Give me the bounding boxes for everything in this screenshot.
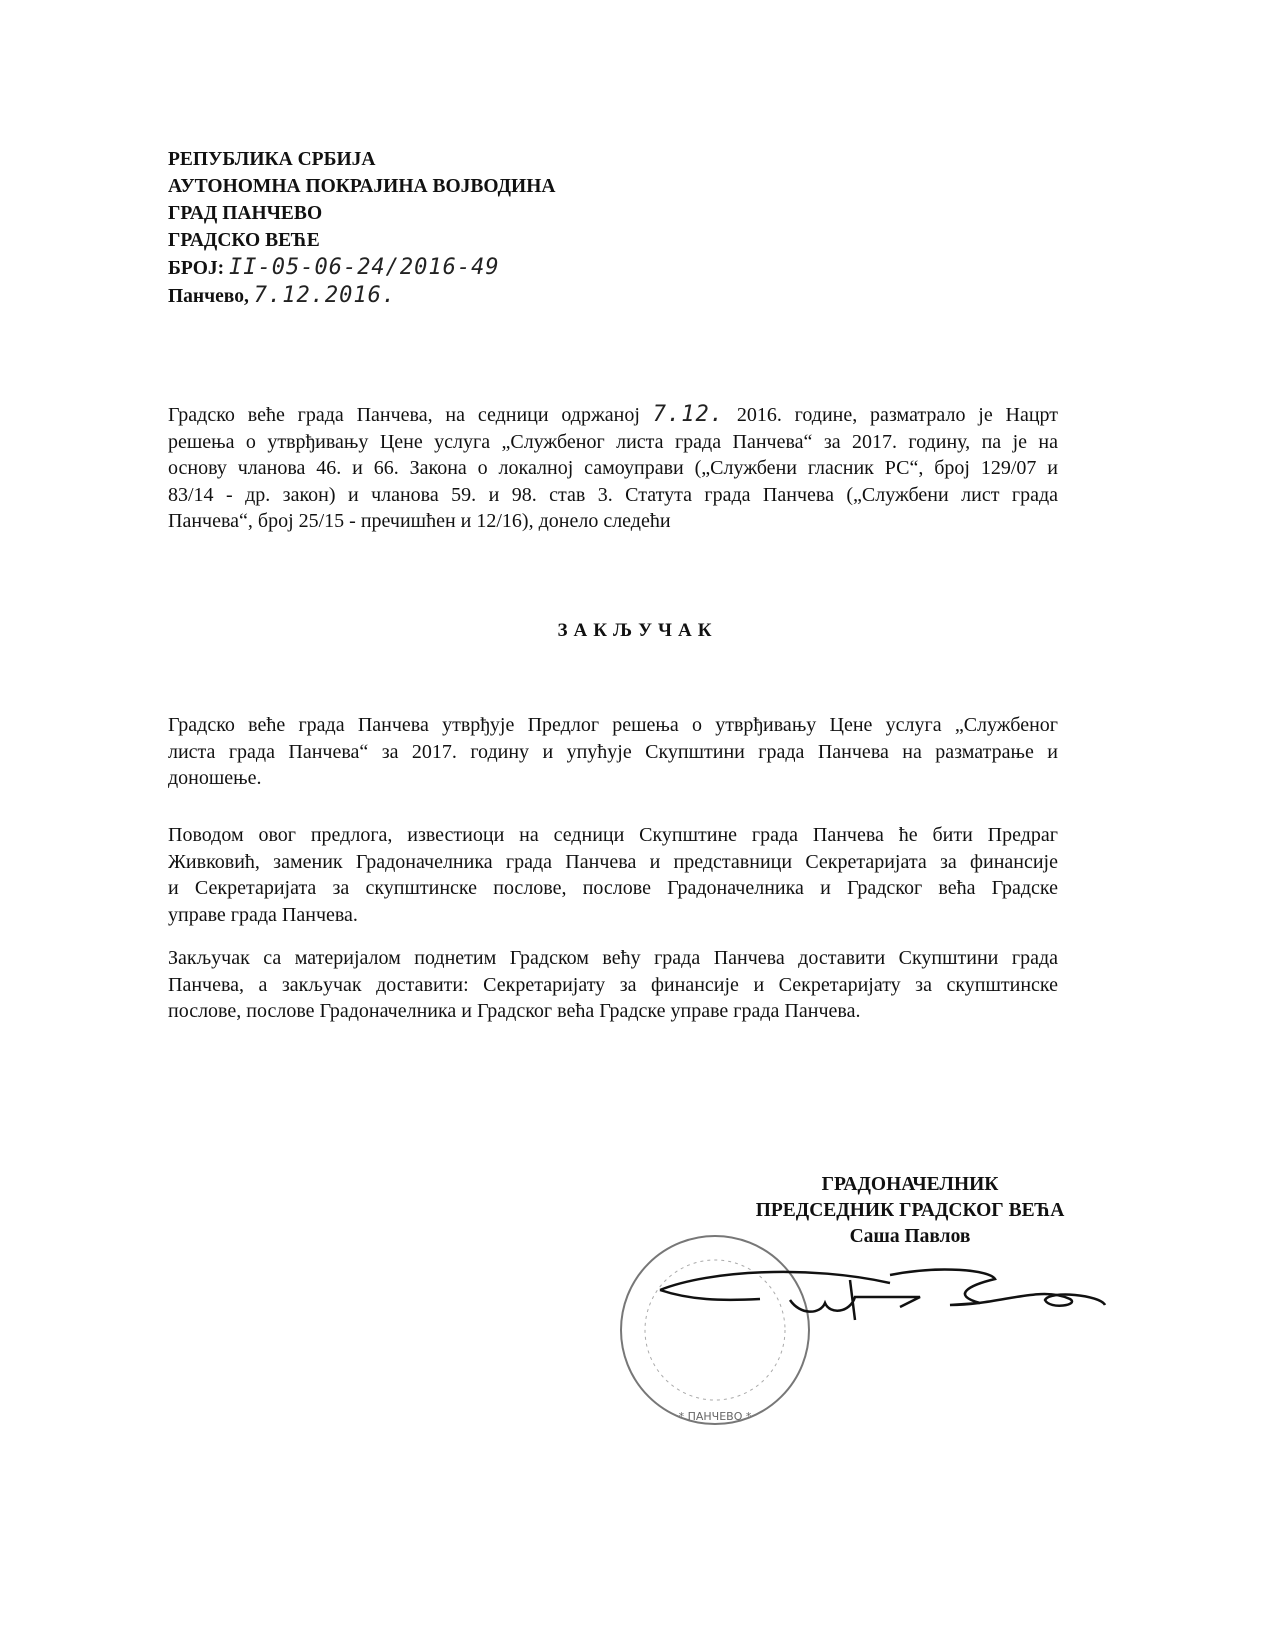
paragraph-1: [168, 712, 1058, 792]
text-line: листа града Панчева“ за 2017. годину и упућује Скупштини града Панчева на разматрање и: [168, 740, 1058, 763]
header-line: РЕПУБЛИКА СРБИЈА: [168, 149, 376, 170]
session-date-handwritten: 7.12.: [652, 402, 724, 427]
header-line: АУТОНОМНА ПОКРАЈИНА ВОЈВОДИНА: [168, 176, 556, 197]
signatory-title: ПРЕДСЕДНИК ГРАДСКОГ ВЕЋА: [755, 1200, 1065, 1221]
document-number: [168, 254, 555, 282]
document-header: [168, 146, 555, 310]
date-handwritten: 7.12.2016.: [253, 283, 397, 308]
paragraph-2: [168, 822, 1058, 928]
text-line: Градско веће града Панчева утврђује Предлог решења о утврђивању Цене услуга „Службеног: [168, 714, 1058, 736]
text-line: Живковић, заменик Градоначелника града Панчева и представници Секретаријата за финансије: [168, 850, 1058, 873]
header-line: ГРАДСКО ВЕЋЕ: [168, 230, 320, 251]
text-line: доношење.: [168, 767, 262, 789]
intro-line: решења о утврђивању Цене услуга „Службеног листа града Панчева“ за 2017. годину, па је на: [168, 430, 1058, 453]
intro-line: 83/14 - др. закон) и чланова 59. и 98. став 3. Статута града Панчева („Службени лист града: [168, 483, 1058, 506]
intro-line: основу чланова 46. и 66. Закона о локалној самоуправи („Службени гласник РС“, број 129/07 и: [168, 457, 1058, 479]
text-line: управе града Панчева.: [168, 903, 358, 926]
text-line: и Секретаријата за скупштинске послове, послове Градоначелника и Градског већа Градске: [168, 877, 1058, 899]
signatory-title: ГРАДОНАЧЕЛНИК: [821, 1174, 999, 1195]
number-handwritten: II-05-06-24/2016-49: [228, 255, 500, 280]
header-line: ГРАД ПАНЧЕВО: [168, 203, 323, 224]
place-label: Панчево,: [168, 286, 249, 307]
svg-text:* ПАНЧЕВО *: * ПАНЧЕВО *: [678, 1410, 752, 1423]
text-line: Панчева, а закључак доставити: Секретаријату за финансије и Секретаријату за скупштинске: [168, 973, 1058, 996]
text-line: Закључак са материјалом поднетим Градском већу града Панчева доставити Скупштини града: [168, 947, 1058, 969]
number-label: БРОЈ:: [168, 258, 225, 279]
intro-line: Градско веће града Панчева, на седници одржаној 7.12. 2016. године, разматрало је Нацрт: [168, 402, 1059, 427]
document-title: ЗАКЉУЧАК: [557, 620, 718, 641]
paragraph-3: [168, 945, 1058, 1025]
text-line: Поводом овог предлога, известиоци на седници Скупштине града Панчева ће бити Предраг: [168, 824, 1058, 846]
text-line: послове, послове Градоначелника и Градског већа Градске управе града Панчева.: [168, 1000, 861, 1022]
handwritten-signature: [650, 1265, 1110, 1325]
document-date: [168, 282, 555, 310]
official-stamp: [615, 1230, 815, 1430]
signatory-name: Саша Павлов: [849, 1226, 971, 1247]
intro-line: Панчева“, број 25/15 - пречишћен и 12/16), донело следећи: [168, 510, 671, 532]
intro-paragraph: [168, 402, 1058, 535]
